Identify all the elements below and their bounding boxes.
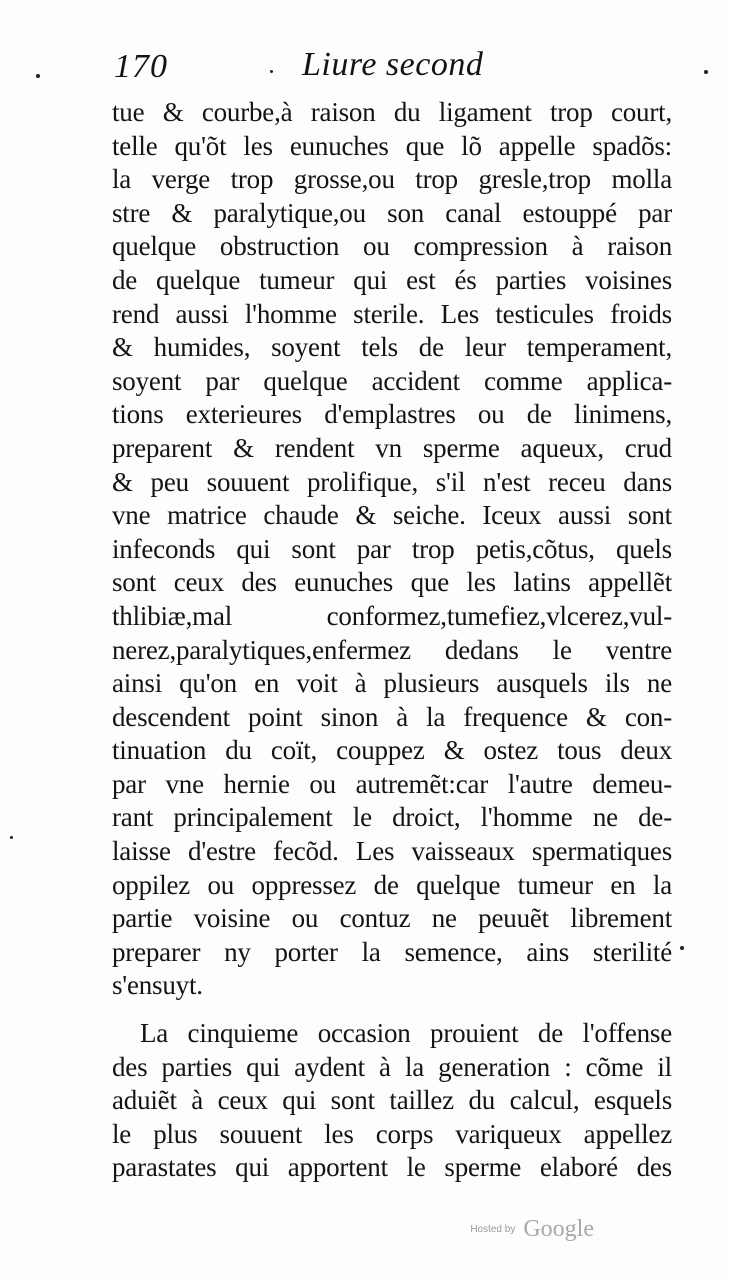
text-line: parastates qui apportent le sperme elaboré des xyxy=(112,1152,672,1183)
text-line: de quelque tumeur qui est és parties voisines xyxy=(112,264,672,295)
body-text xyxy=(112,96,672,1185)
text-line: oppilez ou oppressez de quelque tumeur en la xyxy=(112,869,672,900)
page-header xyxy=(110,44,670,90)
text-line: s'ensuyt. xyxy=(112,970,203,1001)
text-line: tue & courbe,à raison du ligament trop court, xyxy=(112,97,672,127)
text-line: rend aussi l'homme sterile. Les testicules froids xyxy=(112,298,672,329)
running-head: Liure second xyxy=(302,46,484,83)
text-line: La cinquieme occasion prouient de l'offense xyxy=(140,1018,672,1049)
google-logo: Google xyxy=(523,1216,594,1242)
text-line: quelque obstruction ou compression à raison xyxy=(112,231,672,262)
text-line: aduiẽt à ceux qui sont taillez du calcul, esquels xyxy=(112,1085,672,1116)
text-line: & peu souuent prolifique, s'il n'est receu dans xyxy=(112,466,672,497)
ink-speck xyxy=(10,836,13,839)
text-line: par vne hernie ou autremẽt:car l'autre demeu- xyxy=(112,768,672,799)
text-line: telle qu'õt les eunuches que lõ appelle spadõs: xyxy=(112,130,672,161)
text-line: thlibiæ,mal conformez,tumefiez,vlcerez,vul- xyxy=(112,600,672,631)
text-line: preparent & rendent vn sperme aqueux, crud xyxy=(112,432,672,463)
text-line: nerez,paralytiques,enfermez dedans le ventre xyxy=(112,634,672,665)
text-line: tinuation du coït, couppez & ostez tous deux xyxy=(112,735,672,766)
text-line: stre & paralytique,ou son canal estouppé par xyxy=(112,197,672,228)
text-line: descendent point sinon à la frequence & con- xyxy=(112,701,672,732)
text-line: tions exterieures d'emplastres ou de linimens, xyxy=(112,399,672,430)
digitization-footer xyxy=(470,1216,594,1246)
page-number: 170 xyxy=(114,48,168,85)
text-line: preparer ny porter la semence, ains sterilité xyxy=(112,936,672,967)
text-line: infeconds qui sont par trop petis,cõtus, quels xyxy=(112,533,672,564)
text-line: partie voisine ou contuz ne peuuẽt librement xyxy=(112,903,672,934)
paragraph-break xyxy=(112,1003,672,1017)
ink-speck xyxy=(680,946,684,950)
text-line: sont ceux des eunuches que les latins appellẽt xyxy=(112,567,672,598)
text-line: laisse d'estre fecõd. Les vaisseaux spermatiques xyxy=(112,836,672,867)
text-line: vne matrice chaude & seiche. Iceux aussi sont xyxy=(112,500,672,531)
ink-speck xyxy=(36,74,40,78)
text-line: & humides, soyent tels de leur temperament, xyxy=(112,332,672,363)
text-line: le plus souuent les corps variqueux appellez xyxy=(112,1118,672,1149)
text-line: des parties qui aydent à la generation : cõme il xyxy=(112,1051,672,1082)
text-line: rant principalement le droict, l'homme ne de- xyxy=(112,802,672,833)
text-line: la verge trop grosse,ou trop gresle,trop molla xyxy=(112,164,672,195)
ink-speck xyxy=(704,70,708,74)
text-line: ainsi qu'on en voit à plusieurs ausquels ils ne xyxy=(112,668,672,699)
hosted-by-label: Hosted by xyxy=(470,1224,516,1235)
text-line: soyent par quelque accident comme applica- xyxy=(112,365,672,396)
